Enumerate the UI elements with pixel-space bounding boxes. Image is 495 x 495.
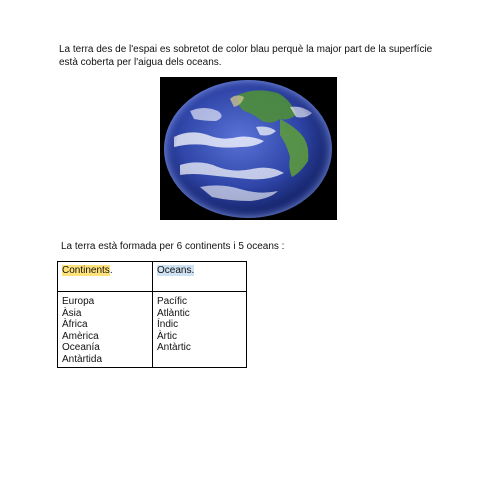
earth-globe-image bbox=[160, 77, 337, 220]
list-item: Àfrica bbox=[62, 319, 88, 330]
table-header-row bbox=[58, 262, 247, 292]
continents-list-cell bbox=[58, 292, 153, 368]
list-item: Antàrtida bbox=[62, 353, 103, 365]
list-item: Àsia bbox=[62, 307, 82, 319]
continents-oceans-table bbox=[57, 261, 247, 368]
oceans-header-cell bbox=[153, 262, 247, 292]
list-item: Pacífic bbox=[157, 296, 188, 307]
oceans-list-cell bbox=[153, 292, 247, 368]
list-item: Àrtic bbox=[157, 330, 177, 342]
list-item: Antàrtic bbox=[157, 342, 191, 353]
list-item: Amèrica bbox=[62, 330, 99, 342]
list-item: Oceanía bbox=[62, 342, 100, 353]
list-item: Índic bbox=[157, 319, 179, 330]
intro-paragraph: La terra des de l'espai es sobretot de color blau perquè la major part de la superfície està coberta per l'aigua dels oceans. bbox=[59, 44, 433, 68]
table-body-row bbox=[58, 292, 247, 368]
oceans-list bbox=[153, 292, 246, 354]
earth-photo bbox=[160, 77, 337, 220]
continents-list bbox=[58, 292, 152, 365]
list-item: Europa bbox=[62, 296, 95, 307]
oceans-header: Oceans. bbox=[157, 265, 195, 276]
continents-header-suffix: . bbox=[109, 265, 113, 276]
continents-oceans-subtitle: La terra està formada per 6 continents i 5 oceans : bbox=[61, 241, 285, 252]
continents-header-cell bbox=[58, 262, 153, 292]
list-item: Atlàntic bbox=[157, 307, 190, 319]
continents-header: Continents bbox=[62, 265, 110, 276]
